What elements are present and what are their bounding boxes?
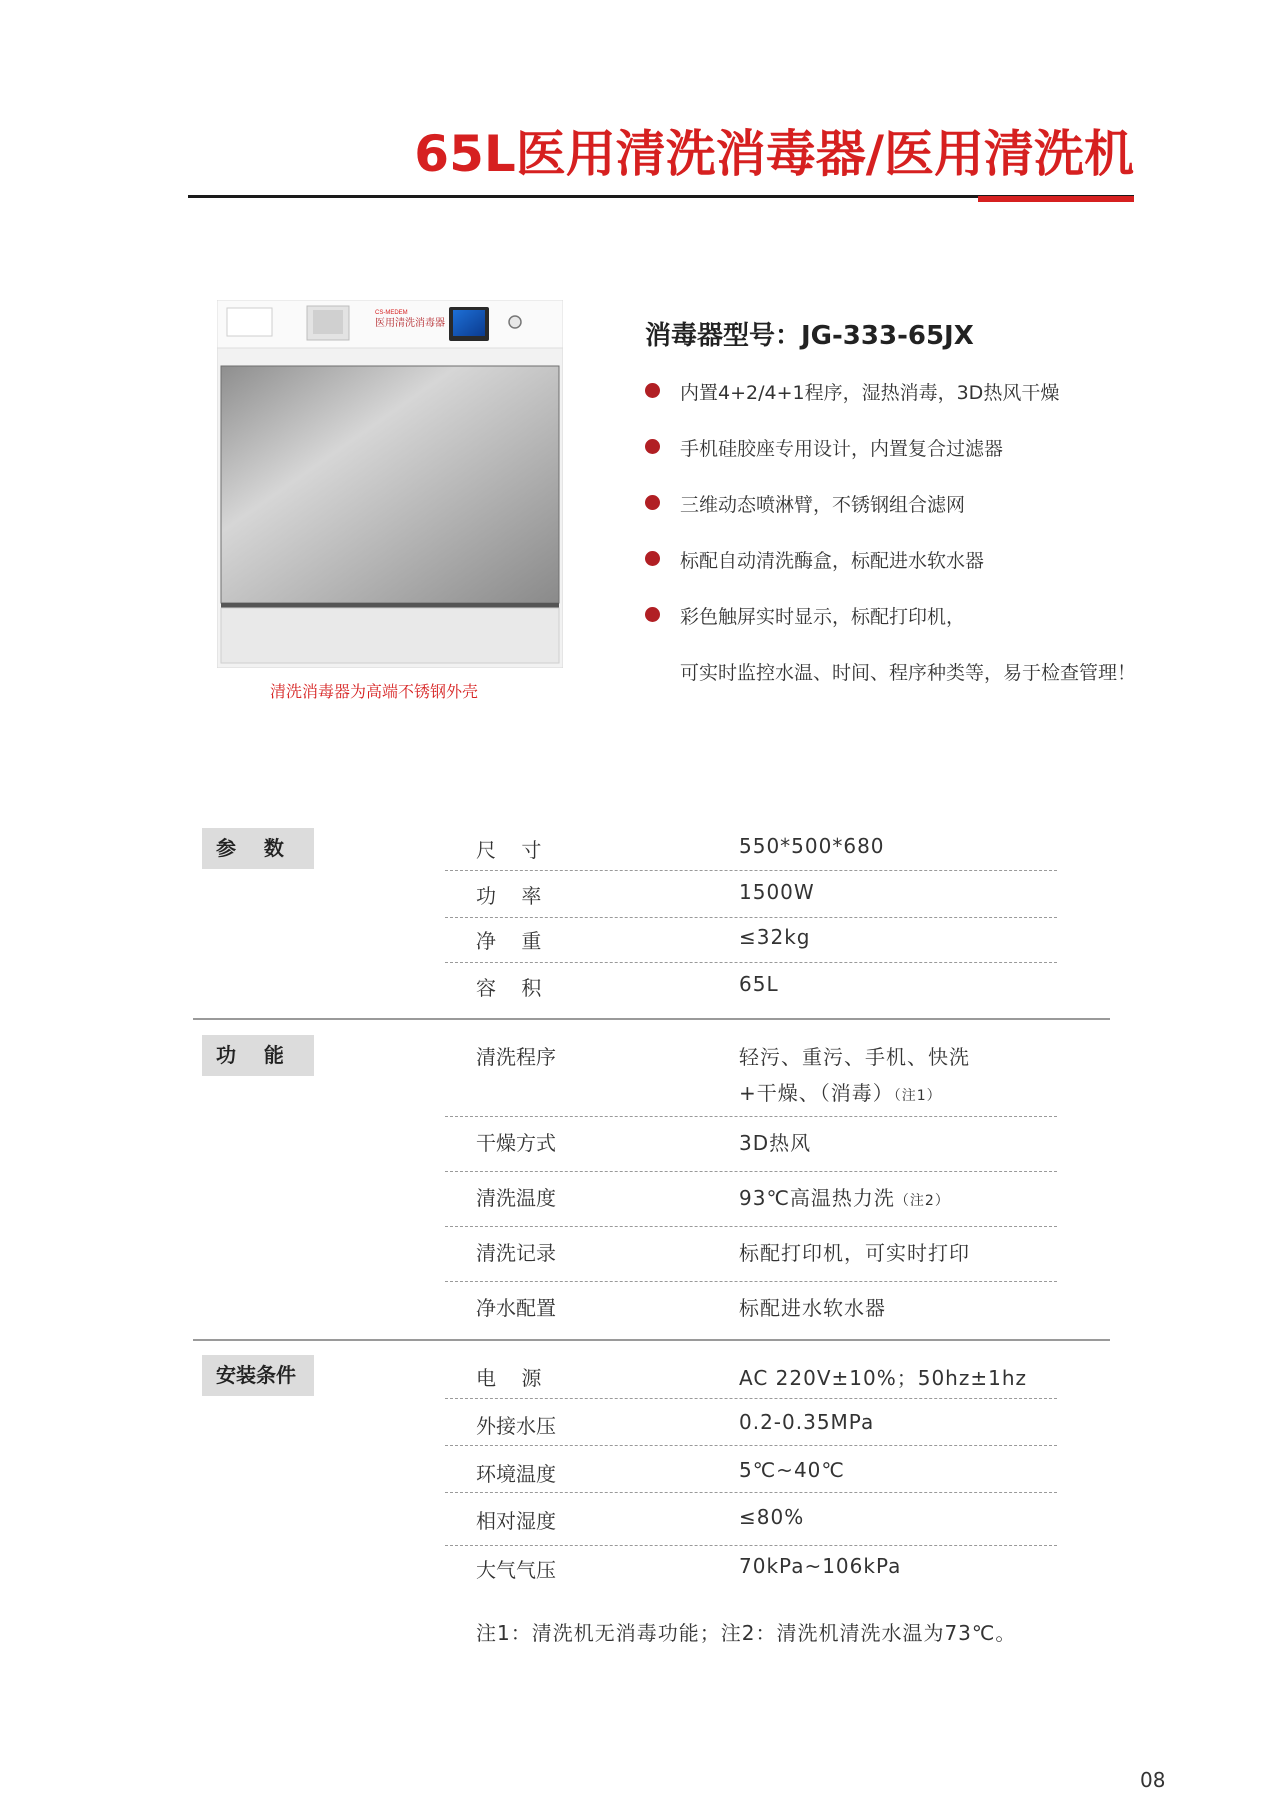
- feature-item: 彩色触屏实时显示，标配打印机，: [645, 602, 1205, 658]
- bullet-icon: [645, 383, 660, 398]
- footnote-ref: （注1）: [893, 1088, 942, 1104]
- footnote-ref: （注2）: [894, 1193, 950, 1209]
- row-divider: [445, 962, 1057, 963]
- row-divider: [445, 1281, 1057, 1282]
- row-divider: [445, 1398, 1057, 1399]
- row-divider: [445, 1226, 1057, 1227]
- title-accent-bar: [978, 196, 1134, 202]
- row-divider: [445, 1545, 1057, 1546]
- feature-item: 手机硅胶座专用设计，内置复合过滤器: [645, 434, 1205, 490]
- section-divider: [193, 1339, 1110, 1341]
- section-label-functions: 功 能: [202, 1035, 314, 1076]
- section-label-install: 安装条件: [202, 1355, 314, 1396]
- machine-brand-text: 医用清洗消毒器: [375, 318, 445, 329]
- bullet-icon: [645, 607, 660, 622]
- svg-text:CS-MEDEM: CS-MEDEM: [375, 310, 408, 316]
- row-divider: [445, 917, 1057, 918]
- row-divider: [445, 1116, 1057, 1117]
- product-image: [217, 300, 563, 668]
- bullet-icon: [645, 551, 660, 566]
- row-divider: [445, 1492, 1057, 1493]
- feature-item: 标配自动清洗酶盒，标配进水软水器: [645, 546, 1205, 602]
- section-label-params: 参 数: [202, 828, 314, 869]
- feature-list: [645, 378, 1205, 714]
- feature-item: 内置4+2/4+1程序，湿热消毒，3D热风干燥: [645, 378, 1205, 434]
- bullet-icon: [645, 495, 660, 510]
- row-divider: [445, 870, 1057, 871]
- page-number: 08: [1140, 1768, 1166, 1792]
- feature-continuation: 可实时监控水温、时间、程序种类等，易于检查管理！: [680, 662, 1137, 684]
- image-caption: 清洗消毒器为高端不锈钢外壳: [270, 682, 479, 701]
- section-divider: [193, 1018, 1110, 1020]
- row-divider: [445, 1445, 1057, 1446]
- footnote: 注1：清洗机无消毒功能；注2：清洗机清洗水温为73℃。: [476, 1621, 1017, 1645]
- feature-item: 三维动态喷淋臂，不锈钢组合滤网: [645, 490, 1205, 546]
- row-divider: [445, 1171, 1057, 1172]
- page-title: 65L医用清洗消毒器/医用清洗机: [414, 125, 1134, 183]
- model-number: 消毒器型号：JG-333-65JX: [645, 321, 974, 351]
- bullet-icon: [645, 439, 660, 454]
